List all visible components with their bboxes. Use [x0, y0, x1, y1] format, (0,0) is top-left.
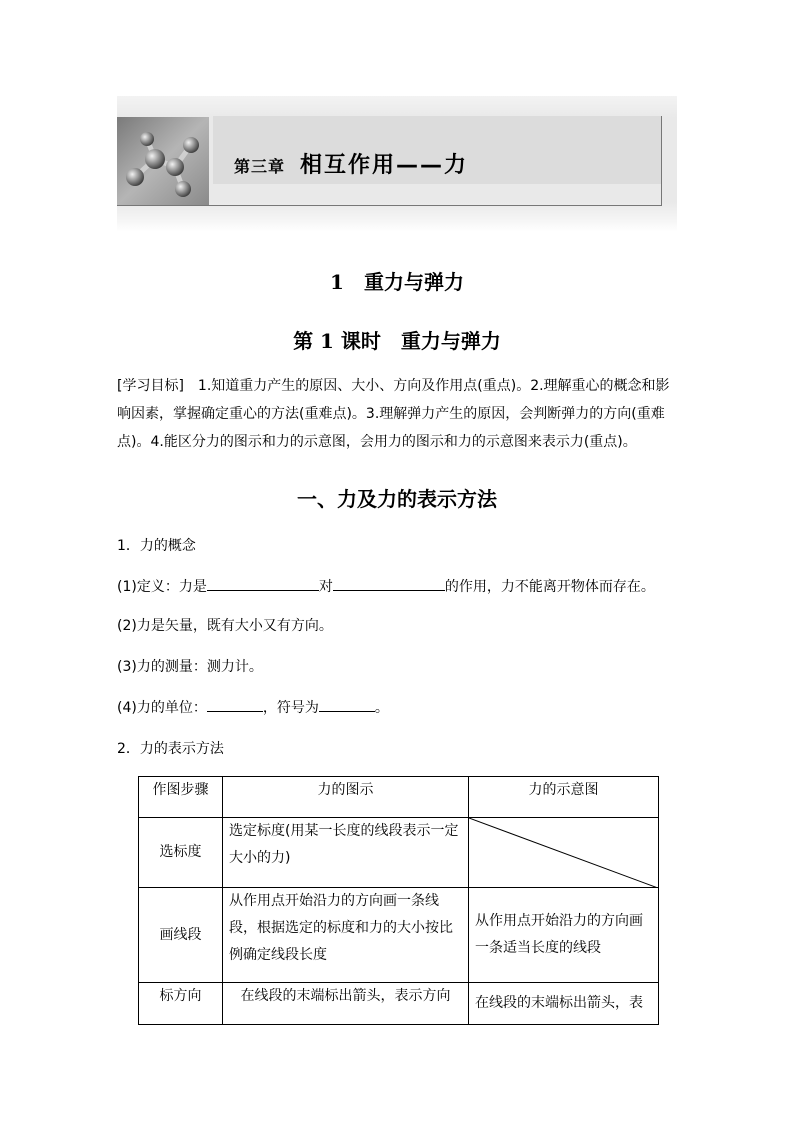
item4-text-a: (4)力的单位：	[117, 700, 207, 716]
chapter-number: 第三章	[234, 157, 286, 176]
concept-item-2: (2)力是矢量，既有大小又有方向。	[117, 618, 333, 634]
item4-text-c: 。	[374, 700, 389, 716]
blank-field-1[interactable]	[207, 576, 319, 591]
lesson-heading: 第 1 课时 重力与弹力	[293, 329, 501, 353]
learning-goals: [学习目标] 1.知道重力产生的原因、大小、方向及作用点(重点)。2.理解重心的概念和影响因素，掌握确定重心的方法(重难点)。3.理解弹力产生的原因，会判断弹力的方向(重难点)。4.能区分力的图示和力的示意图，会用力的图示和力的示意图来表示力(重点)。	[117, 378, 670, 450]
blank-field-3[interactable]	[207, 697, 263, 712]
item4-text-b: ，符号为	[262, 700, 319, 716]
diagram-cell: 选定标度(用某一长度的线段表示一定大小的力)	[223, 818, 469, 888]
item1-text-c: 的作用，力不能离开物体而存在。	[444, 579, 655, 595]
table-header-row	[139, 777, 659, 818]
concept-item-1	[117, 576, 655, 596]
table-row	[139, 888, 659, 983]
item1-text-b: 对	[318, 579, 333, 595]
chapter-title: 相互作用——力	[300, 153, 469, 178]
empty-diagonal-cell	[469, 818, 659, 888]
banner-rule	[117, 205, 662, 206]
sketch-cell: 从作用点开始沿力的方向画一条适当长度的线段	[469, 888, 659, 983]
header-sketch: 力的示意图	[469, 777, 659, 818]
sketch-cell: 在线段的末端标出箭头，表	[469, 983, 659, 1025]
item1-text-a: (1)定义：力是	[117, 579, 207, 595]
header-diagram: 力的图示	[223, 777, 469, 818]
chapter-banner	[117, 96, 677, 232]
step-cell: 画线段	[139, 888, 223, 983]
concept-item-4	[117, 697, 389, 717]
table-row	[139, 818, 659, 888]
molecule-illustration	[117, 117, 209, 205]
diagram-cell: 从作用点开始沿力的方向画一条线段，根据选定的标度和力的大小按比例确定线段长度	[223, 888, 469, 983]
concept-item-3: (3)力的测量：测力计。	[117, 659, 263, 675]
concept-title: 1．力的概念	[117, 538, 196, 554]
method-title: 2．力的表示方法	[117, 741, 224, 757]
part-heading: 一、力及力的表示方法	[297, 487, 497, 511]
header-step: 作图步骤	[139, 777, 223, 818]
force-representation-table	[138, 776, 659, 1025]
section-heading: 1 重力与弹力	[330, 270, 464, 294]
step-cell: 选标度	[139, 818, 223, 888]
diagonal-line	[469, 818, 658, 888]
step-cell: 标方向	[139, 983, 223, 1025]
blank-field-4[interactable]	[319, 697, 375, 712]
table-row	[139, 983, 659, 1025]
diagram-cell: 在线段的末端标出箭头，表示方向	[223, 983, 469, 1025]
blank-field-2[interactable]	[333, 576, 445, 591]
